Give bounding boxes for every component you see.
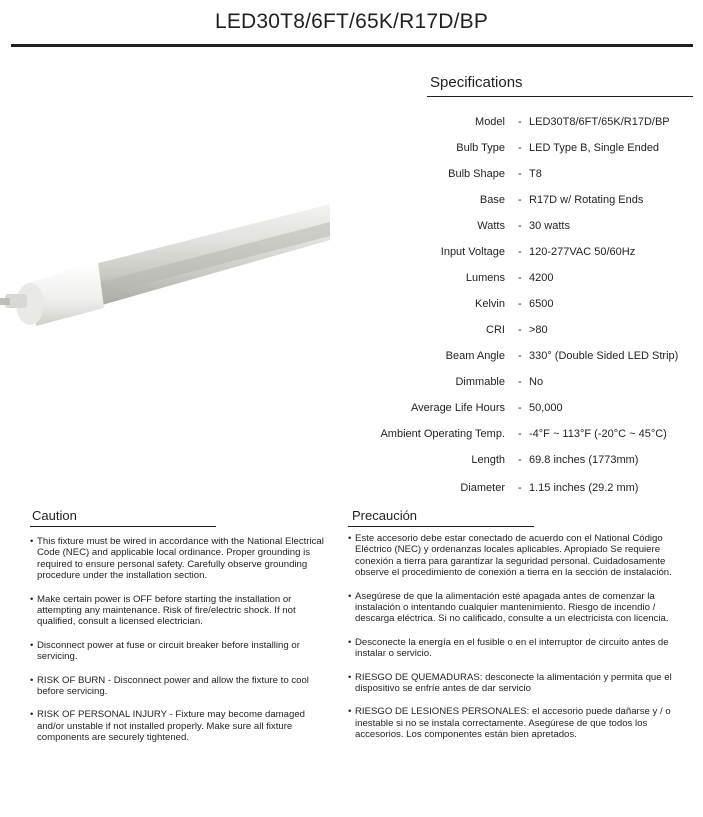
- spec-label: Beam Angle: [445, 350, 505, 362]
- precaucion-heading: Precaución: [352, 508, 418, 523]
- spec-row-bulb-shape: [300, 166, 700, 182]
- spec-dash: -: [518, 324, 522, 336]
- spec-label: Input Voltage: [440, 246, 505, 258]
- specifications-divider: [427, 96, 693, 97]
- spec-label: Watts: [477, 220, 505, 232]
- spec-label: Average Life Hours: [411, 402, 505, 414]
- spec-value: LED30T8/6FT/65K/R17D/BP: [529, 116, 670, 128]
- page-title: LED30T8/6FT/65K/R17D/BP: [214, 10, 489, 33]
- caution-item: • This fixture must be wired in accordance with the National Electrical Code (NEC) and applicable local ordinance. Proper grounding is required to ensure personal safety. Carefully observe grounding procedure under the installation section.: [30, 536, 330, 582]
- spec-value: LED Type B, Single Ended: [529, 142, 660, 154]
- spec-dash: -: [518, 246, 522, 258]
- spec-value: T8: [529, 168, 542, 180]
- spec-row-dimmable: [300, 374, 700, 390]
- spec-row-input-voltage: [300, 244, 700, 260]
- spec-label: Diameter: [460, 482, 505, 494]
- spec-value: >80: [529, 324, 548, 336]
- caution-divider: [30, 526, 216, 527]
- spec-dash: -: [518, 168, 522, 180]
- caution-item: • RISK OF BURN - Disconnect power and allow the fixture to cool before servicing.: [30, 675, 330, 698]
- spec-dash: -: [518, 142, 522, 154]
- precaucion-item: • RIESGO DE QUEMADURAS: desconecte la alimentación y permita que el dispositivo se enfríe antes de dar servicio: [348, 672, 683, 695]
- spec-label: Base: [479, 194, 505, 206]
- led-tube-image: [0, 190, 340, 350]
- spec-row-lumens: [300, 270, 700, 286]
- spec-row-length: [300, 452, 700, 468]
- spec-value: 120-277VAC 50/60Hz: [529, 246, 636, 258]
- spec-row-cri: [300, 322, 700, 338]
- spec-value: -4°F ~ 113°F (-20°C ~ 45°C): [529, 428, 667, 440]
- spec-row-diameter: [300, 480, 700, 496]
- spec-value: 50,000: [529, 402, 563, 414]
- spec-label: Dimmable: [455, 376, 505, 388]
- spec-value: No: [529, 376, 544, 388]
- spec-row-ambient-operating-temp: [300, 426, 700, 442]
- spec-value: 1.15 inches (29.2 mm): [529, 482, 639, 494]
- spec-dash: -: [518, 194, 522, 206]
- spec-dash: -: [518, 428, 522, 440]
- spec-row-beam-angle: [300, 348, 700, 364]
- spec-row-bulb-type: [300, 140, 700, 156]
- spec-row-model: [300, 114, 700, 130]
- spec-dash: -: [518, 376, 522, 388]
- spec-dash: -: [518, 298, 522, 310]
- spec-row-watts: [300, 218, 700, 234]
- spec-dash: -: [518, 402, 522, 414]
- precaucion-item: • Este accesorio debe estar conectado de acuerdo con el National Código Eléctrico (NEC) y ordenanzas locales aplicables. Apropiado Se requiere conexión a tierra para garantizar la seguridad personal. Cuidadosamente observe el procedimiento de conexión a tierra en la sección de instalación.: [348, 533, 683, 579]
- spec-value: 330° (Double Sided LED Strip): [529, 350, 679, 362]
- spec-value: 69.8 inches (1773mm): [529, 454, 639, 466]
- spec-value: R17D w/ Rotating Ends: [529, 194, 644, 206]
- specifications-heading: Specifications: [430, 74, 523, 91]
- spec-value: 4200: [529, 272, 554, 284]
- spec-label: Bulb Shape: [448, 168, 505, 180]
- spec-dash: -: [518, 350, 522, 362]
- title-divider: [11, 44, 693, 47]
- spec-label: CRI: [486, 324, 505, 336]
- spec-label: Bulb Type: [456, 142, 505, 154]
- spec-value: 6500: [529, 298, 554, 310]
- spec-row-base: [300, 192, 700, 208]
- precaucion-item: • Asegúrese de que la alimentación esté apagada antes de comenzar la instalación o intentando cualquier mantenimiento. Riesgo de incendio / descarga eléctrica. Si no calificado, consulte a un electricista con licencia.: [348, 591, 683, 625]
- spec-value: 30 watts: [529, 220, 570, 232]
- caution-item: • Disconnect power at fuse or circuit breaker before installing or servicing.: [30, 640, 330, 663]
- spec-label: Length: [471, 454, 505, 466]
- spec-dash: -: [518, 220, 522, 232]
- precaucion-list: [348, 533, 683, 753]
- spec-dash: -: [518, 116, 522, 128]
- spec-row-average-life-hours: [300, 400, 700, 416]
- precaucion-item: • Desconecte la energía en el fusible o en el interruptor de circuito antes de instalar o servicio.: [348, 637, 683, 660]
- spec-label: Ambient Operating Temp.: [380, 428, 505, 440]
- spec-row-kelvin: [300, 296, 700, 312]
- caution-item: • Make certain power is OFF before starting the installation or attempting any maintenance. Risk of fire/electric shock. If not qualified, consult a licensed electrician.: [30, 594, 330, 628]
- spec-dash: -: [518, 272, 522, 284]
- spec-dash: -: [518, 454, 522, 466]
- caution-heading: Caution: [32, 508, 77, 523]
- spec-label: Lumens: [465, 272, 505, 284]
- spec-label: Model: [475, 116, 505, 128]
- spec-dash: -: [518, 482, 522, 494]
- spec-label: Kelvin: [475, 298, 505, 310]
- caution-item: • RISK OF PERSONAL INJURY - Fixture may become damaged and/or unstable if not installed properly. Make sure all fixture components are securely tightened.: [30, 709, 330, 743]
- caution-list: [30, 536, 330, 756]
- precaucion-item: • RIESGO DE LESIONES PERSONALES: el accesorio puede dañarse y / o inestable si no se instala correctamente. Asegúrese de que todos los accesorios. Los componentes están bien apretados.: [348, 706, 683, 740]
- precaucion-divider: [348, 526, 534, 527]
